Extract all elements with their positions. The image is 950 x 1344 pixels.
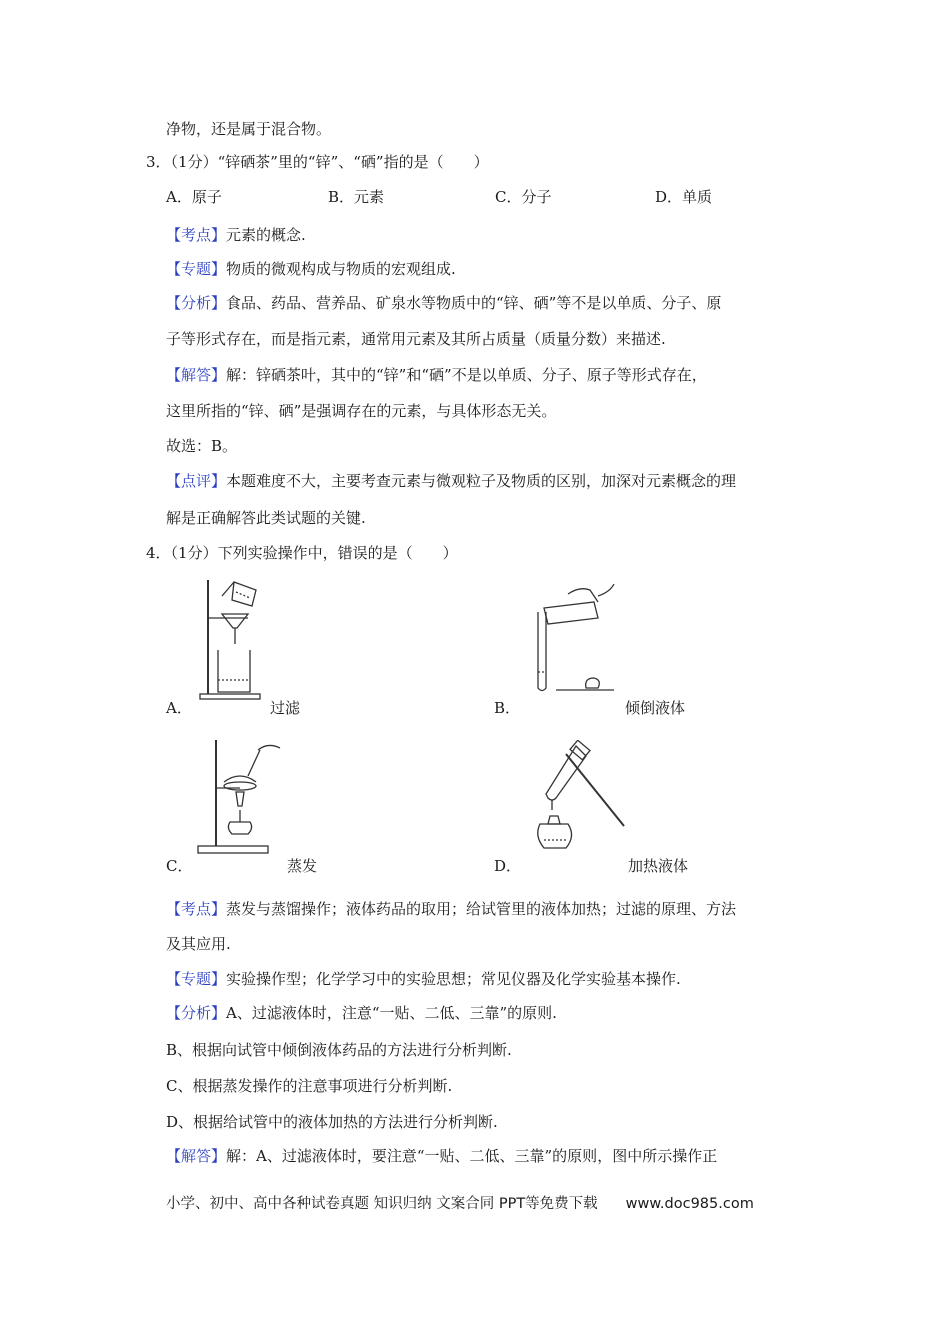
q3-jieda-line1: 解：锌硒茶叶，其中的“锌”和“硒”不是以单质、分子、原子等形式存在，: [226, 366, 707, 384]
q4-jieda-line1: 解：A、过滤液体时，要注意“一贴、二低、三靠”的原则，图中所示操作正: [226, 1147, 718, 1165]
q4-zhuanti-text: 实验操作型；化学学习中的实验思想；常见仪器及化学实验基本操作.: [226, 970, 681, 988]
q4-jieda: [166, 1146, 717, 1166]
kaodian-tag: 【考点】: [166, 900, 227, 918]
jieda-tag: 【解答】: [166, 366, 227, 384]
q4-fenxi-line2: B、根据向试管中倾倒液体药品的方法进行分析判断.: [166, 1041, 512, 1059]
zhuanti-tag: 【专题】: [166, 970, 227, 988]
q3-option-a: A．原子: [166, 188, 222, 206]
q4-figure-c-caption: 蒸发: [287, 857, 318, 875]
q4-figure-b-caption: 倾倒液体: [625, 699, 686, 717]
prev-question-tail: 净物，还是属于混合物。: [166, 120, 332, 138]
q4-figure-a-letter: A．: [166, 699, 192, 717]
heating-liquid-figure: [526, 740, 630, 854]
q4-kaodian: [166, 899, 736, 919]
q3-option-c: C．分子: [495, 188, 552, 206]
zhuanti-tag: 【专题】: [166, 260, 227, 278]
q4-stem: 4．（1分）下列实验操作中，错误的是（ ）: [146, 544, 458, 562]
kaodian-tag: 【考点】: [166, 226, 227, 244]
footer-url[interactable]: www.doc985.com: [625, 1196, 754, 1212]
q3-kaodian: [166, 225, 306, 245]
q3-fenxi-line2: 子等形式存在，而是指元素，通常用元素及其所占质量（质量分数）来描述.: [166, 330, 666, 348]
q3-option-b: B．元素: [328, 188, 385, 206]
q4-fenxi-line4: D、根据给试管中的液体加热的方法进行分析判断.: [166, 1113, 498, 1131]
q3-zhuanti: [166, 259, 456, 279]
q3-jieda-line2: 这里所指的“锌、硒”是强调存在的元素，与具体形态无关。: [166, 402, 557, 420]
q3-kaodian-text: 元素的概念.: [226, 226, 306, 244]
q3-stem: 3．（1分）“锌硒茶”里的“锌”、“硒”指的是（ ）: [146, 153, 489, 171]
q3-dianping-line1: 本题难度不大，主要考查元素与微观粒子及物质的区别，加深对元素概念的理: [226, 472, 737, 490]
fenxi-tag: 【分析】: [166, 294, 227, 312]
fenxi-tag: 【分析】: [166, 1004, 227, 1022]
pouring-liquid-figure: [528, 582, 620, 694]
evaporation-figure: [196, 736, 286, 856]
q3-fenxi-line1: 食品、药品、营养品、矿泉水等物质中的“锌、硒”等不是以单质、分子、原: [226, 294, 722, 312]
footer-text: 小学、初中、高中各种试卷真题 知识归纳 文案合同 PPT等免费下载: [166, 1196, 598, 1212]
q4-fenxi-line3: C、根据蒸发操作的注意事项进行分析判断.: [166, 1077, 453, 1095]
q4-figure-b-letter: B．: [494, 699, 521, 717]
q3-zhuanti-text: 物质的微观构成与物质的宏观组成.: [226, 260, 456, 278]
q4-figure-d-caption: 加热液体: [628, 857, 689, 875]
q3-dianping: [166, 471, 736, 491]
filtration-figure: [192, 578, 272, 702]
q4-zhuanti: [166, 969, 681, 989]
q4-figure-a-caption: 过滤: [270, 699, 301, 717]
q4-kaodian-line2: 及其应用.: [166, 935, 231, 953]
q3-dianping-line2: 解是正确解答此类试题的关键.: [166, 509, 366, 527]
q4-fenxi-line1: A、过滤液体时，注意“一贴、二低、三靠”的原则.: [226, 1004, 557, 1022]
page-footer: [166, 1192, 754, 1213]
q3-fenxi: [166, 293, 721, 313]
q4-figure-c-letter: C．: [166, 857, 193, 875]
q3-option-d: D．单质: [655, 188, 713, 206]
dianping-tag: 【点评】: [166, 472, 227, 490]
q4-figure-d-letter: D．: [494, 857, 522, 875]
q4-fenxi: [166, 1003, 557, 1023]
q4-kaodian-line1: 蒸发与蒸馏操作；液体药品的取用；给试管里的液体加热；过滤的原理、方法: [226, 900, 737, 918]
q3-answer: 故选：B。: [166, 437, 238, 455]
q3-jieda: [166, 365, 707, 385]
jieda-tag: 【解答】: [166, 1147, 227, 1165]
